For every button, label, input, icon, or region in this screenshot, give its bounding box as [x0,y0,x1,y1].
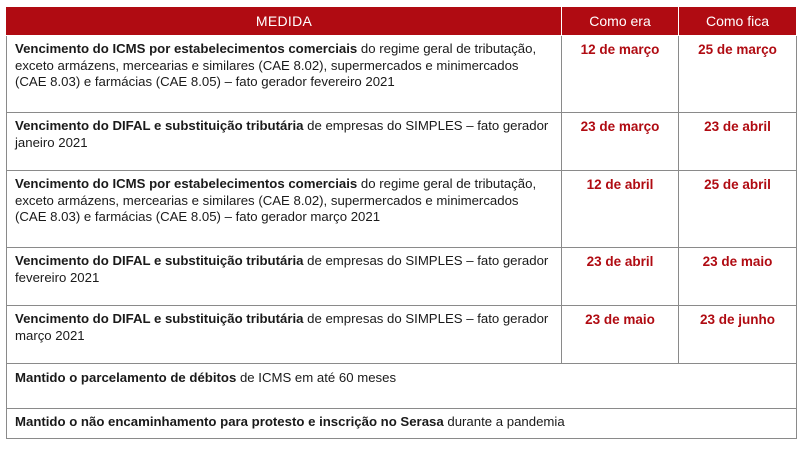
date-before: 23 de maio [562,306,679,364]
measure-title: Vencimento do ICMS por estabelecimentos comerciais [15,41,358,56]
date-before: 23 de março [562,113,679,171]
measure-description [7,306,562,364]
measure-title: Vencimento do DIFAL e substituição tributária [15,253,304,268]
table-row [7,171,797,248]
note-cell [7,364,797,409]
note-row [7,364,797,409]
note-cell [7,409,797,439]
measures-table-container [6,6,796,439]
date-before: 12 de março [562,36,679,113]
measures-table [6,6,797,439]
table-row [7,113,797,171]
measure-details: de empresas do SIMPLES – fato gerador março 2021 [15,311,549,343]
header-medida: MEDIDA [7,7,562,36]
table-row [7,36,797,113]
table-row [7,248,797,306]
measure-description [7,113,562,171]
note-details: de ICMS em até 60 meses [236,370,397,385]
measure-details: de empresas do SIMPLES – fato gerador fevereiro 2021 [15,253,549,285]
measure-title: Vencimento do ICMS por estabelecimentos comerciais [15,176,358,191]
date-before: 23 de abril [562,248,679,306]
date-after: 23 de maio [679,248,797,306]
measure-title: Vencimento do DIFAL e substituição tributária [15,118,304,133]
table-header-row [7,7,797,36]
date-after: 23 de abril [679,113,797,171]
header-como-era: Como era [562,7,679,36]
header-como-fica: Como fica [679,7,797,36]
date-after: 23 de junho [679,306,797,364]
measure-details: do regime geral de tributação, exceto armázens, mercearias e similares (CAE 8.02), supermercados e minimercados (CAE 8.03) e farmácias (CAE 8.05) – fato gerador março 2021 [15,176,537,224]
measure-description [7,248,562,306]
date-before: 12 de abril [562,171,679,248]
note-title: Mantido o não encaminhamento para protesto e inscrição no Serasa [15,414,444,429]
note-row [7,409,797,439]
date-after: 25 de março [679,36,797,113]
note-title: Mantido o parcelamento de débitos [15,370,237,385]
date-after: 25 de abril [679,171,797,248]
table-row [7,306,797,364]
measure-description [7,171,562,248]
measure-details: de empresas do SIMPLES – fato gerador janeiro 2021 [15,118,549,150]
measure-description [7,36,562,113]
measure-details: do regime geral de tributação, exceto armázens, mercearias e similares (CAE 8.02), supermercados e minimercados (CAE 8.03) e farmácias (CAE 8.05) – fato gerador fevereiro 2021 [15,41,537,89]
measure-title: Vencimento do DIFAL e substituição tributária [15,311,304,326]
note-details: durante a pandemia [443,414,565,429]
